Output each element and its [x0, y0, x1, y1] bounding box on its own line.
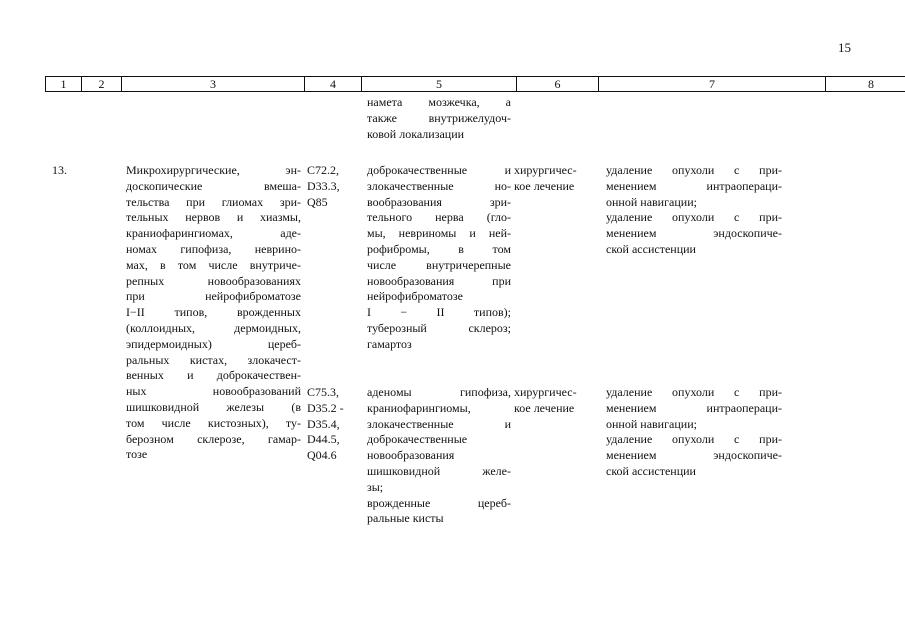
text-line: тельного нерва (гло-	[367, 210, 511, 225]
text-line: менением эндоскопиче-	[606, 226, 782, 241]
text-line: краниофарингиомах, аде-	[126, 226, 301, 241]
header-col-1: 1	[45, 76, 82, 92]
text-line: I−II типов, врожденных	[126, 305, 301, 320]
text-line: доскопические вмеша-	[126, 178, 301, 193]
row-method-text	[126, 163, 301, 463]
text-line: доброкачественные и	[367, 163, 511, 177]
text-line: числе внутричерепные	[367, 257, 511, 272]
text-line: мы, невриномы и ней-	[367, 226, 511, 241]
text-line: ральные кисты	[367, 511, 444, 526]
text-line: Микрохирургические, эн-	[126, 163, 301, 177]
text-line: тельства при глиомах зри-	[126, 194, 301, 209]
text-line: туберозный склероз;	[367, 320, 511, 335]
icd-codes-2	[307, 385, 344, 464]
text-line: аденомы гипофиза,	[367, 385, 511, 399]
text-line: ральных кистах, злокачест-	[126, 352, 301, 367]
header-col-6: 6	[517, 76, 599, 92]
text-line: менением интраопераци-	[606, 400, 782, 415]
text-line: номах гипофиза, неврино-	[126, 241, 301, 256]
text-line: I − II типов);	[367, 305, 511, 320]
text-line: кое лечение	[514, 178, 575, 193]
text-line: мах, в том числе внутриче-	[126, 257, 301, 272]
text-line: врожденные цереб-	[367, 495, 511, 510]
continuation-diagnosis	[367, 95, 511, 142]
header-col-4: 4	[305, 76, 362, 92]
header-col-8: 8	[826, 76, 905, 92]
icd-code: D33.3,	[307, 178, 340, 193]
icd-code: Q85	[307, 194, 328, 209]
page-number: 15	[838, 40, 851, 55]
text-line: тозе	[126, 447, 148, 462]
text-line: при нейрофиброматозе	[126, 289, 301, 304]
text-line: ской ассистенции	[606, 463, 696, 478]
text-line: доброкачественные	[367, 432, 468, 447]
text-line: менением интраопераци-	[606, 178, 782, 193]
text-line: ковой локализации	[367, 126, 465, 141]
text-line: злокачественные и	[367, 416, 511, 431]
icd-code: C72.2,	[307, 163, 340, 177]
text-line: рофибромы, в том	[367, 241, 511, 256]
text-line: также внутрижелудоч-	[367, 110, 511, 125]
text-line: зы;	[367, 479, 384, 494]
text-line: тельных нервов и хиазмы,	[126, 210, 301, 225]
text-line: берозном склерозе, гамар-	[126, 431, 301, 446]
text-line: менением эндоскопиче-	[606, 448, 782, 463]
text-line: репных новообразованиях	[126, 273, 301, 288]
text-line: злокачественные но-	[367, 178, 511, 193]
text-line: ской ассистенции	[606, 241, 696, 256]
method-desc-1	[606, 163, 782, 258]
text-line: (коллоидных, дермоидных,	[126, 320, 301, 335]
text-line: удаление опухоли с при-	[606, 385, 782, 399]
header-col-2: 2	[82, 76, 122, 92]
icd-code: C75.3,	[307, 385, 340, 399]
text-line: краниофарингиомы,	[367, 400, 471, 415]
header-col-3: 3	[122, 76, 305, 92]
text-line: шишковидной желе-	[367, 463, 511, 478]
text-line: гамартоз	[367, 336, 412, 351]
icd-codes-1	[307, 163, 340, 210]
text-line: том числе кистозных), ту-	[126, 415, 301, 430]
text-line: намета мозжечка, а	[367, 95, 511, 109]
treatment-type-2	[514, 385, 577, 417]
treatment-type-1	[514, 163, 577, 195]
header-col-7: 7	[599, 76, 826, 92]
text-line: удаление опухоли с при-	[606, 210, 782, 225]
icd-code: D35.4,	[307, 416, 340, 431]
diagnosis-2	[367, 385, 511, 527]
text-line: нейрофиброматозе	[367, 289, 463, 304]
text-line: онной навигации;	[606, 194, 697, 209]
row-number: 13.	[52, 163, 67, 177]
text-line: удаление опухоли с при-	[606, 163, 782, 177]
diagnosis-1	[367, 163, 511, 353]
text-line: кое лечение	[514, 400, 575, 415]
icd-code: Q04.6	[307, 448, 337, 463]
text-line: шишковидной железы (в	[126, 399, 301, 414]
text-line: удаление опухоли с при-	[606, 432, 782, 447]
method-desc-2	[606, 385, 782, 480]
text-line: хирургичес-	[514, 163, 577, 177]
text-line: эпидермоидных) цереб-	[126, 336, 301, 351]
text-line: ных новообразований	[126, 384, 301, 399]
text-line: новообразования при	[367, 273, 511, 288]
text-line: хирургичес-	[514, 385, 577, 399]
text-line: венных и доброкачествен-	[126, 368, 301, 383]
icd-code: D44.5,	[307, 432, 340, 447]
text-line: новообразования	[367, 448, 455, 463]
header-col-5: 5	[362, 76, 517, 92]
text-line: вообразования зри-	[367, 194, 511, 209]
text-line: онной навигации;	[606, 416, 697, 431]
icd-code: D35.2 -	[307, 400, 344, 415]
